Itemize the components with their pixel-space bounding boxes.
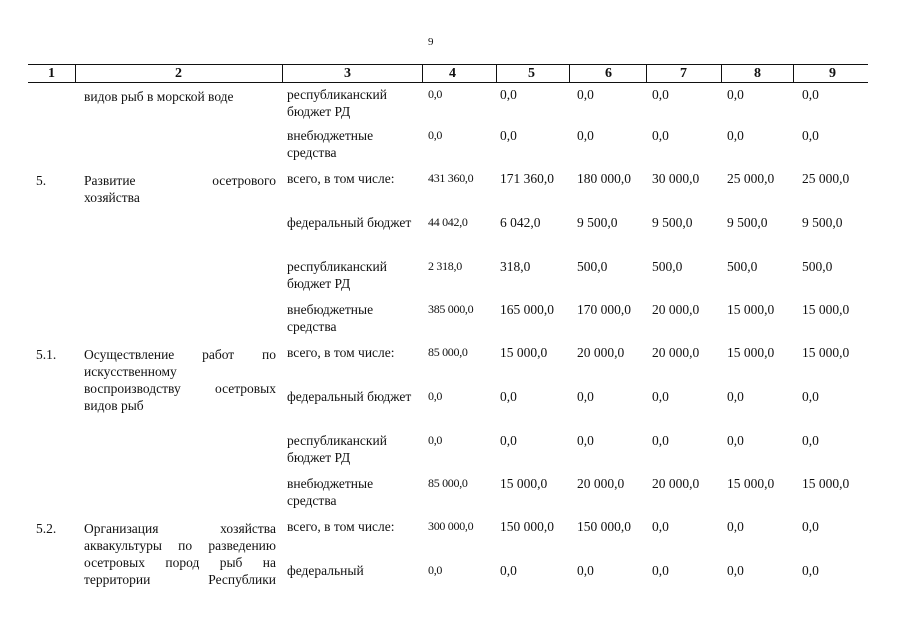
funding-source: республиканский бюджет РД [287,433,387,465]
value-cell-col4: 0,0 [428,389,443,403]
column-divider [569,65,570,82]
value-cell-col7: 20 000,0 [652,345,700,360]
value-cell-col7: 20 000,0 [652,302,700,317]
value-cell-col6: 180 000,0 [577,171,631,186]
column-divider [793,65,794,82]
value-cell-col9: 500,0 [802,259,833,274]
value-cell-col6: 0,0 [577,563,594,578]
value-cell-col7: 0,0 [652,519,669,534]
column-header-2: 2 [175,66,182,81]
value-cell-col8: 0,0 [727,128,744,143]
value-cell-col8: 15 000,0 [727,476,775,491]
program-name [84,520,276,588]
funding-source: республиканский бюджет РД [287,87,387,119]
program-name [84,172,276,206]
column-divider [282,65,283,82]
value-cell-col9: 0,0 [802,433,819,448]
program-name-line: видов рыб в морской воде [84,89,234,104]
value-cell-col8: 15 000,0 [727,302,775,317]
table-column-header [28,64,868,83]
value-cell-col7: 30 000,0 [652,171,700,186]
value-cell-col4: 44 042,0 [428,215,468,229]
value-cell-col8: 0,0 [727,433,744,448]
value-cell-col9: 0,0 [802,128,819,143]
program-name-line: хозяйства [84,190,140,205]
value-cell-col8: 500,0 [727,259,758,274]
value-cell-col5: 165 000,0 [500,302,554,317]
value-cell-col8: 0,0 [727,519,744,534]
row-number: 5.2. [36,521,57,536]
column-header-3: 3 [344,66,351,81]
value-cell-col6: 20 000,0 [577,345,625,360]
column-header-5: 5 [528,66,535,81]
value-cell-col4: 85 000,0 [428,476,468,490]
funding-source: всего, в том числе: [287,345,395,360]
funding-source: внебюджетные средства [287,302,374,334]
column-divider [721,65,722,82]
value-cell-col5: 171 360,0 [500,171,554,186]
value-cell-col5: 0,0 [500,389,517,404]
value-cell-col6: 0,0 [577,128,594,143]
column-header-4: 4 [449,66,456,81]
value-cell-col9: 0,0 [802,519,819,534]
value-cell-col9: 15 000,0 [802,476,850,491]
column-divider [646,65,647,82]
value-cell-col6: 0,0 [577,433,594,448]
value-cell-col7: 0,0 [652,433,669,448]
value-cell-col6: 150 000,0 [577,519,631,534]
value-cell-col9: 25 000,0 [802,171,850,186]
value-cell-col7: 0,0 [652,87,669,102]
value-cell-col8: 0,0 [727,87,744,102]
value-cell-col5: 318,0 [500,259,531,274]
value-cell-col4: 0,0 [428,433,443,447]
value-cell-col4: 431 360,0 [428,171,474,185]
value-cell-col8: 9 500,0 [727,215,768,230]
value-cell-col6: 170 000,0 [577,302,631,317]
value-cell-col4: 0,0 [428,563,443,577]
value-cell-col6: 0,0 [577,87,594,102]
program-name-line: Осуществление работ по [84,347,276,362]
value-cell-col6: 9 500,0 [577,215,618,230]
column-header-7: 7 [680,66,687,81]
value-cell-col7: 0,0 [652,389,669,404]
value-cell-col8: 25 000,0 [727,171,775,186]
funding-source: всего, в том числе: [287,171,395,186]
value-cell-col4: 85 000,0 [428,345,468,359]
column-divider [422,65,423,82]
funding-source: внебюджетные средства [287,476,374,508]
program-name-line: территории Республики [84,572,276,587]
value-cell-col9: 0,0 [802,389,819,404]
program-name-line: искусственному [84,364,177,379]
program-name-line: осетровых пород рыб на [84,555,276,570]
column-divider [496,65,497,82]
funding-source: федеральный бюджет [287,389,412,404]
value-cell-col4: 300 000,0 [428,519,474,533]
funding-source: республиканский бюджет РД [287,259,387,291]
value-cell-col5: 15 000,0 [500,345,548,360]
column-header-1: 1 [48,66,55,81]
column-header-8: 8 [754,66,761,81]
value-cell-col7: 20 000,0 [652,476,700,491]
funding-source: федеральный [287,563,364,578]
value-cell-col4: 2 318,0 [428,259,462,273]
value-cell-col4: 0,0 [428,87,443,101]
value-cell-col5: 0,0 [500,128,517,143]
program-name-line: аквакультуры по разведению [84,538,276,553]
program-name-line: видов рыб [84,398,144,413]
program-name-line: Развитие осетрового [84,173,276,188]
row-number: 5. [36,173,47,188]
value-cell-col9: 15 000,0 [802,302,850,317]
funding-source: федеральный бюджет [287,215,412,230]
value-cell-col4: 0,0 [428,128,443,142]
column-divider [75,65,76,82]
value-cell-col5: 0,0 [500,563,517,578]
funding-source: всего, в том числе: [287,519,395,534]
column-header-6: 6 [605,66,612,81]
value-cell-col9: 15 000,0 [802,345,850,360]
value-cell-col6: 20 000,0 [577,476,625,491]
program-name-line: воспроизводству осетровых [84,381,276,396]
value-cell-col5: 150 000,0 [500,519,554,534]
value-cell-col6: 500,0 [577,259,608,274]
value-cell-col7: 500,0 [652,259,683,274]
column-header-9: 9 [829,66,836,81]
value-cell-col5: 15 000,0 [500,476,548,491]
value-cell-col5: 6 042,0 [500,215,541,230]
value-cell-col7: 0,0 [652,563,669,578]
value-cell-col7: 0,0 [652,128,669,143]
value-cell-col5: 0,0 [500,433,517,448]
value-cell-col9: 0,0 [802,87,819,102]
row-number: 5.1. [36,347,57,362]
value-cell-col4: 385 000,0 [428,302,474,316]
value-cell-col8: 0,0 [727,389,744,404]
value-cell-col9: 0,0 [802,563,819,578]
value-cell-col9: 9 500,0 [802,215,843,230]
value-cell-col8: 15 000,0 [727,345,775,360]
program-name [84,346,276,414]
funding-source: внебюджетные средства [287,128,374,160]
value-cell-col8: 0,0 [727,563,744,578]
page-number: 9 [428,36,434,48]
program-name-line: Организация хозяйства [84,521,276,536]
value-cell-col7: 9 500,0 [652,215,693,230]
value-cell-col6: 0,0 [577,389,594,404]
program-name [84,88,276,105]
value-cell-col5: 0,0 [500,87,517,102]
